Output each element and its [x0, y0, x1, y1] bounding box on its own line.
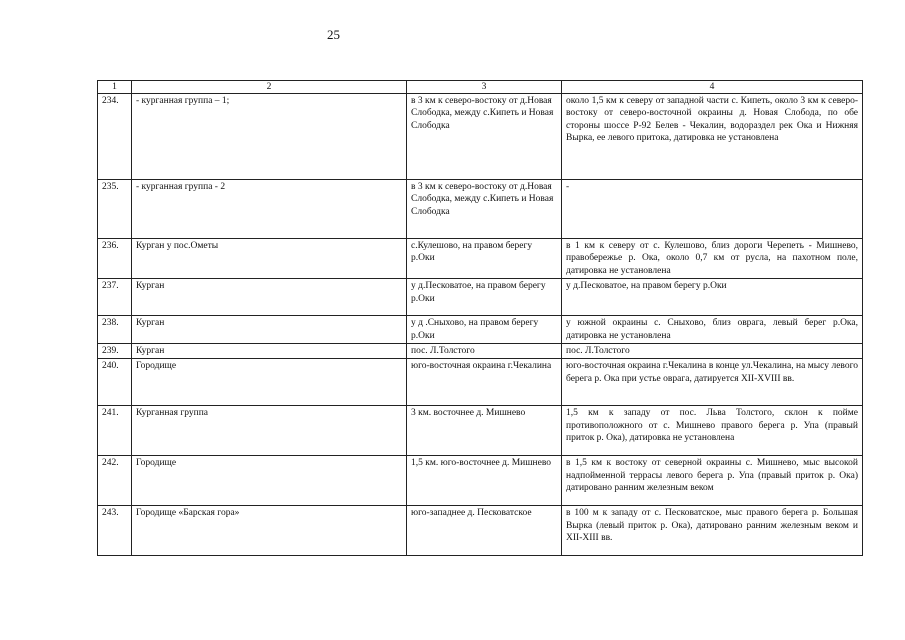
table-row [98, 456, 863, 506]
cell-location: с.Кулешово, на правом берегу р.Оки [407, 239, 562, 279]
table-header-row [98, 81, 863, 94]
table-row [98, 406, 863, 456]
cell-number: 236. [98, 239, 132, 279]
cell-name: Курган у пос.Ометы [132, 239, 407, 279]
cell-number: 243. [98, 506, 132, 556]
cell-name: Курган [132, 279, 407, 316]
header-col-3: 3 [407, 81, 562, 94]
cell-location: юго-западнее д. Песковатское [407, 506, 562, 556]
cell-name: Курган [132, 344, 407, 359]
registry-table [97, 80, 863, 556]
table-row [98, 506, 863, 556]
cell-number: 234. [98, 94, 132, 180]
cell-description: в 100 м к западу от с. Песковатское, мыс правого берега р. Большая Вырка (левый приток р. Ока), датировано ранним железным веком и XII-XIII вв. [562, 506, 863, 556]
cell-description: у д.Песковатое, на правом берегу р.Оки [562, 279, 863, 316]
page-number: 25 [327, 27, 340, 42]
cell-name: Курганная группа [132, 406, 407, 456]
cell-name: - курганная группа – 1; [132, 94, 407, 180]
header-col-2: 2 [132, 81, 407, 94]
cell-number: 235. [98, 180, 132, 239]
table-row [98, 344, 863, 359]
cell-location: пос. Л.Толстого [407, 344, 562, 359]
cell-description: в 1 км к северу от с. Кулешово, близ дороги Черепеть - Мишнево, правобережье р. Ока, около 0,7 км от русла, на пахотном поле, датировка не установлена [562, 239, 863, 279]
cell-description: в 1,5 км к востоку от северной окраины с. Мишнево, мыс высокой надпойменной террасы левого берега р. Упа (правый приток р. Ока) датировано ранним железным веком [562, 456, 863, 506]
cell-description: 1,5 км к западу от пос. Льва Толстого, склон к пойме противоположного от с. Мишнево правого берега р. Упа (правый приток р. Ока), датировка не установлена [562, 406, 863, 456]
cell-location: юго-восточная окраина г.Чекалина [407, 359, 562, 406]
cell-number: 237. [98, 279, 132, 316]
cell-name: Курган [132, 316, 407, 344]
table-row [98, 239, 863, 279]
cell-number: 241. [98, 406, 132, 456]
cell-name: Городище «Барская гора» [132, 506, 407, 556]
cell-location: у д.Песковатое, на правом берегу р.Оки [407, 279, 562, 316]
cell-name: - курганная группа - 2 [132, 180, 407, 239]
cell-number: 238. [98, 316, 132, 344]
cell-number: 239. [98, 344, 132, 359]
cell-location: у д .Сныхово, на правом берегу р.Оки [407, 316, 562, 344]
cell-description: пос. Л.Толстого [562, 344, 863, 359]
cell-number: 240. [98, 359, 132, 406]
header-col-4: 4 [562, 81, 863, 94]
cell-location: 3 км. восточнее д. Мишнево [407, 406, 562, 456]
table-row [98, 359, 863, 406]
table-row [98, 94, 863, 180]
table-row [98, 279, 863, 316]
cell-location: в 3 км к северо-востоку от д.Новая Слободка, между с.Кипеть и Новая Слободка [407, 94, 562, 180]
table-row [98, 180, 863, 239]
header-col-1: 1 [98, 81, 132, 94]
cell-description: юго-восточная окраина г.Чекалина в конце ул.Чекалина, на мысу левого берега р. Ока при устье оврага, датируется XII-XVIII вв. [562, 359, 863, 406]
cell-location: 1,5 км. юго-восточнее д. Мишнево [407, 456, 562, 506]
cell-number: 242. [98, 456, 132, 506]
cell-name: Городище [132, 359, 407, 406]
table-row [98, 316, 863, 344]
cell-name: Городище [132, 456, 407, 506]
cell-description: около 1,5 км к северу от западной части с. Кипеть, около 3 км к северо-востоку от северо-восточной окраины д. Новая Слобода, по обе стороны шоссе Р-92 Белев - Чекалин, водораздел рек Ока и Нижняя Вырка, ее левого притока, датировка не установлена [562, 94, 863, 180]
cell-description: у южной окраины с. Сныхово, близ оврага, левый берег р.Ока, датировка не установлена [562, 316, 863, 344]
cell-location: в 3 км к северо-востоку от д.Новая Слободка, между с.Кипеть и Новая Слободка [407, 180, 562, 239]
cell-description: - [562, 180, 863, 239]
